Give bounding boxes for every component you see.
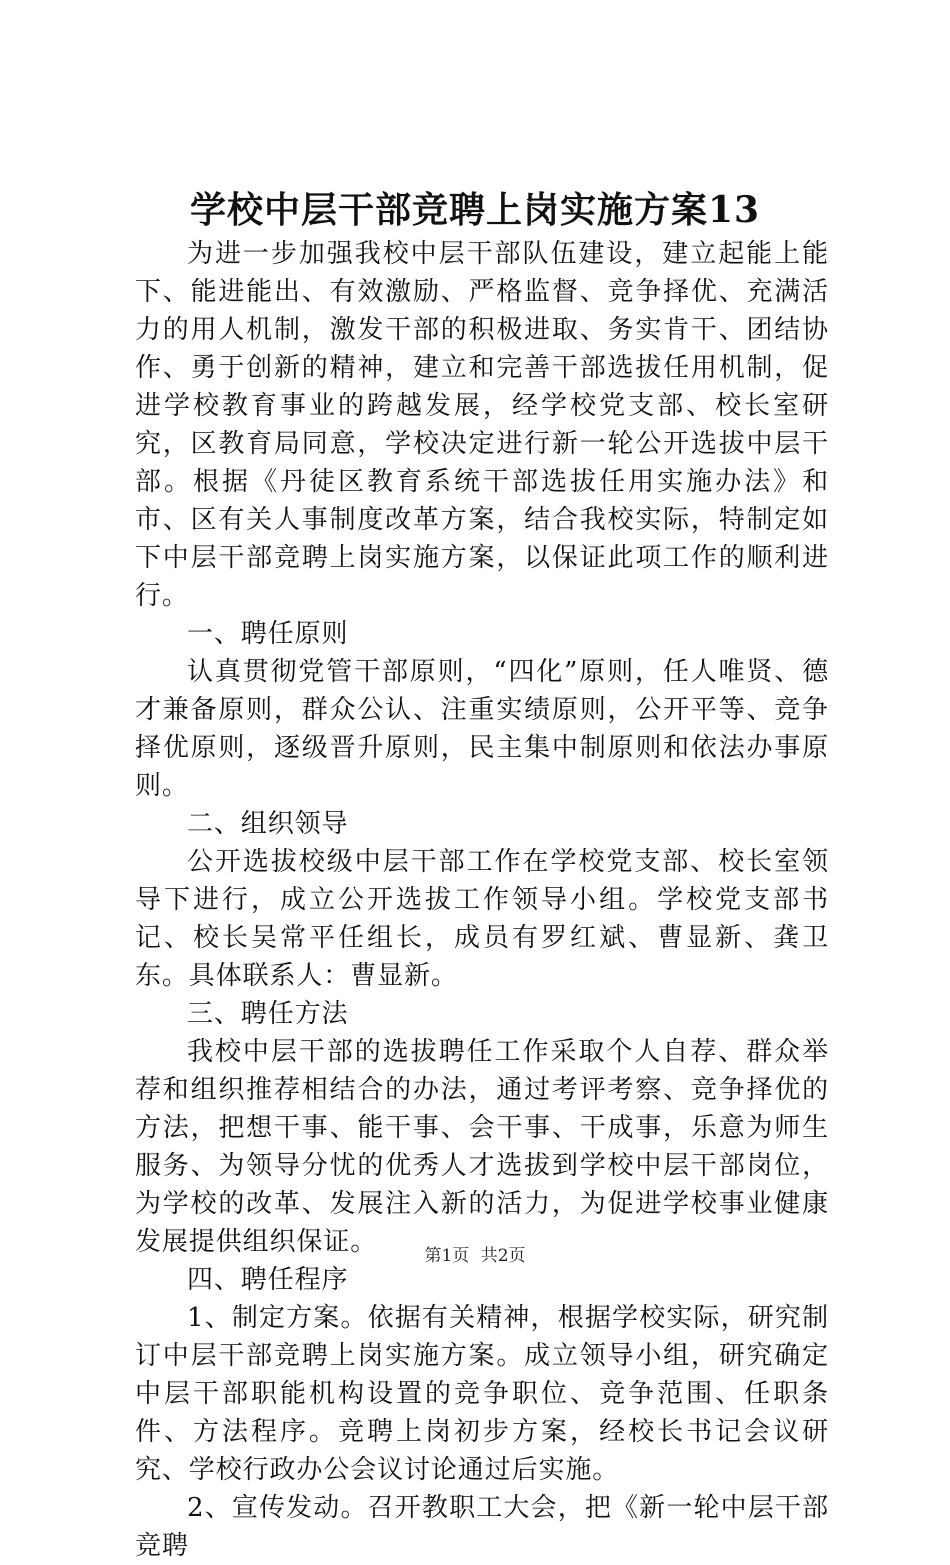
section-heading: 二、组织领导 xyxy=(187,809,349,839)
section-heading: 一、聘任原则 xyxy=(187,619,349,649)
document-title: 学校中层干部竞聘上岗实施方案13 xyxy=(189,189,761,231)
page-number: 第1页 xyxy=(424,1246,470,1266)
paragraph: 1、制定方案。依据有关精神，根据学校实际，研究制订中层干部竞聘上岗实施方案。成立领导小组，研究确定中层干部职能机构设置的竞争职位、竞争范围、任职条件、方法程序。竞聘上岗初步方案，经校长书记会议研究、学校行政办公会议讨论通过后实施。 xyxy=(135,1303,829,1485)
document-body xyxy=(135,235,829,1565)
page-footer xyxy=(0,1244,950,1268)
section-heading: 三、聘任方法 xyxy=(187,999,349,1029)
paragraph: 2、宣传发动。召开教职工大会，把《新一轮中层干部竞聘 xyxy=(135,1493,829,1561)
paragraph: 认真贯彻党管干部原则，“四化”原则，任人唯贤、德才兼备原则，群众公认、注重实绩原则，公开平等、竞争择优原则，逐级晋升原则，民主集中制原则和依法办事原则。 xyxy=(135,657,829,801)
section-heading: 四、聘任程序 xyxy=(187,1265,349,1295)
page-total: 共2页 xyxy=(480,1246,526,1266)
paragraph: 为进一步加强我校中层干部队伍建设，建立起能上能下、能进能出、有效激励、严格监督、竞争择优、充满活力的用人机制，激发干部的积极进取、务实肯干、团结协作、勇于创新的精神，建立和完善干部选拔任用机制，促进学校教育事业的跨越发展，经学校党支部、校长室研究，区教育局同意，学校决定进行新一轮公开选拔中层干部。根据《丹徒区教育系统干部选拔任用实施办法》和市、区有关人事制度改革方案，结合我校实际，特制定如下中层干部竞聘上岗实施方案，以保证此项工作的顺利进行。 xyxy=(135,239,829,611)
paragraph: 公开选拔校级中层干部工作在学校党支部、校长室领导下进行，成立公开选拔工作领导小组。学校党支部书记、校长吴常平任组长，成员有罗红斌、曹显新、龚卫东。具体联系人：曹显新。 xyxy=(135,847,829,991)
paragraph: 我校中层干部的选拔聘任工作采取个人自荐、群众举荐和组织推荐相结合的办法，通过考评考察、竞争择优的方法，把想干事、能干事、会干事、干成事，乐意为师生服务、为领导分忧的优秀人才选拔到学校中层干部岗位，为学校的改革、发展注入新的活力，为促进学校事业健康发展提供组织保证。 xyxy=(135,1037,829,1257)
